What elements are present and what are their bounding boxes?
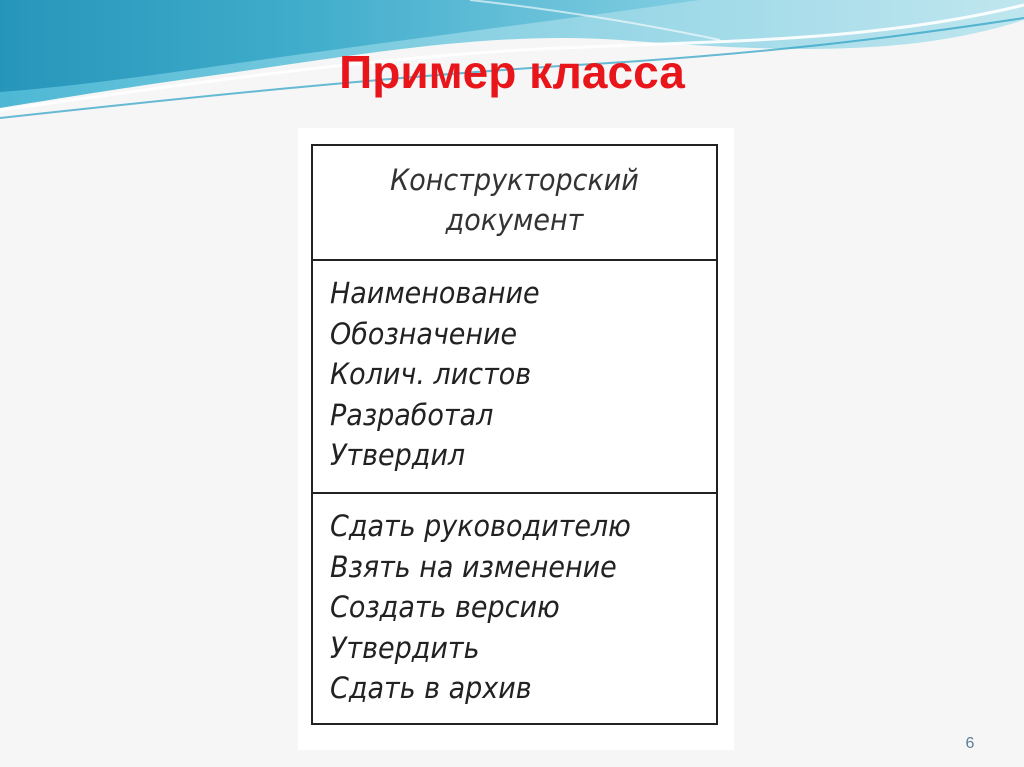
attribute-item: Разработал <box>330 397 494 432</box>
attribute-item: Колич. листов <box>330 357 532 391</box>
attributes-compartment <box>313 261 716 494</box>
class-name-line: документ <box>445 203 584 237</box>
class-name-line: Конструкторский <box>390 163 639 197</box>
operations-compartment <box>313 494 716 723</box>
attribute-item: Утвердил <box>330 438 466 472</box>
attribute-item: Обозначение <box>330 316 518 351</box>
attribute-item: Наименование <box>330 276 540 310</box>
uml-class-box <box>311 144 718 725</box>
slide-title: Пример класса <box>339 46 685 98</box>
class-name-compartment <box>313 146 716 261</box>
operation-item: Утвердить <box>330 630 480 665</box>
operation-item: Сдать руководителю <box>330 509 631 543</box>
operation-item: Создать версию <box>330 590 560 624</box>
operation-item: Сдать в архив <box>330 671 532 705</box>
page-number: 6 <box>965 735 975 752</box>
operation-item: Взять на изменение <box>330 549 617 584</box>
